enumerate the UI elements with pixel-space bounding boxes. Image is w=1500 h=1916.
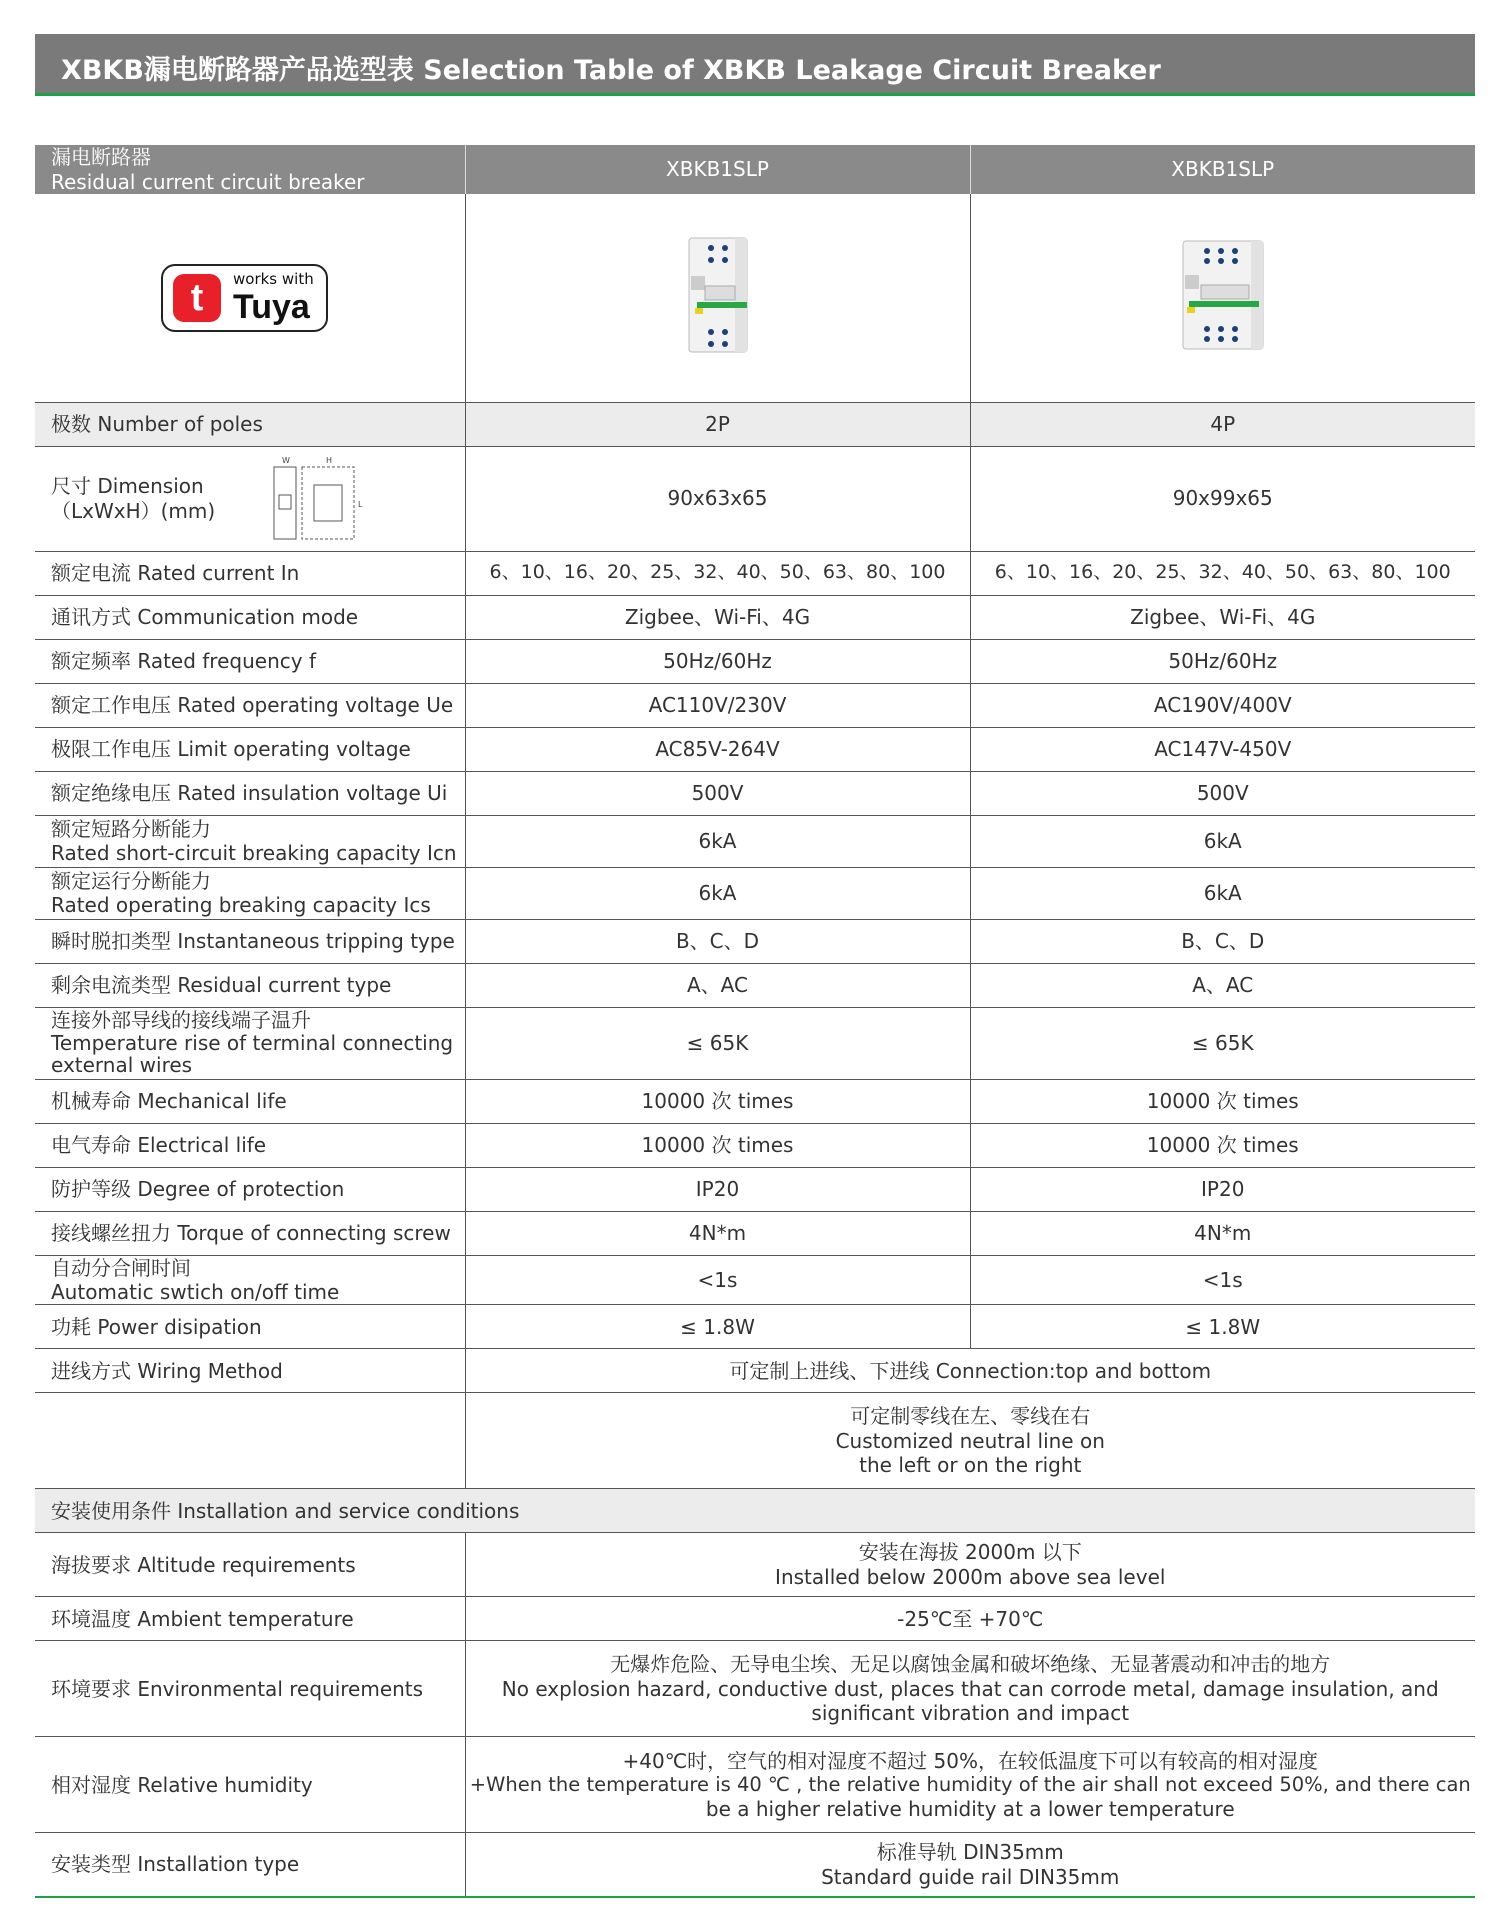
row-value-b: B、C、D: [970, 919, 1475, 963]
dimension-label-en: （LxWxH）(mm): [51, 498, 216, 523]
row-value-a: 90x63x65: [465, 446, 970, 551]
page-title: XBKB漏电断路器产品选型表 Selection Table of XBKB Leakage Circuit Breaker: [61, 55, 1161, 86]
temperature-value: -25℃至 +70℃: [465, 1597, 1475, 1641]
dimension-label-cn: 尺寸 Dimension: [51, 474, 204, 499]
tuya-big-text: Tuya: [233, 287, 310, 326]
row-value-a: 10000 次 times: [465, 1079, 970, 1123]
row-label: [35, 446, 465, 551]
row-label: 进线方式 Wiring Method: [35, 1349, 465, 1393]
row-value-b: 4P: [970, 402, 1475, 446]
row-label: 环境要求 Environmental requirements: [35, 1641, 465, 1737]
row-value-b: 50Hz/60Hz: [970, 639, 1475, 683]
header-model-b: XBKB1SLP: [970, 145, 1475, 194]
table-row: [35, 1211, 1475, 1255]
altitude-value-cn: 安装在海拔 2000m 以下: [858, 1540, 1082, 1565]
image-row: [35, 194, 1475, 402]
row-value-a: AC110V/230V: [465, 683, 970, 727]
table-row: [35, 551, 1475, 595]
row-label-en: Rated short-circuit breaking capacity Icn: [51, 841, 457, 865]
row-value-b: 10000 次 times: [970, 1123, 1475, 1167]
row-label-empty: [35, 1393, 465, 1489]
row-label: 接线螺丝扭力 Torque of connecting screw: [35, 1211, 465, 1255]
row-label-cn: 额定短路分断能力: [51, 816, 211, 841]
section-header-row: [35, 1489, 1475, 1533]
table-header-row: [35, 145, 1475, 194]
dimension-diagram-icon: [266, 455, 376, 543]
row-label-cn: 自动分合闸时间: [51, 1255, 191, 1280]
row-label: 极限工作电压 Limit operating voltage: [35, 727, 465, 771]
row-value-b: AC190V/400V: [970, 683, 1475, 727]
row-value-a: 500V: [465, 771, 970, 815]
row-value-b: Zigbee、Wi-Fi、4G: [970, 595, 1475, 639]
row-label: [35, 1007, 465, 1079]
row-value-a: ≤ 65K: [465, 1007, 970, 1079]
installation-value-en: Standard guide rail DIN35mm: [821, 1864, 1120, 1889]
tuya-small-text: works with: [233, 269, 314, 288]
humidity-value-en: +When the temperature is 40 ℃ , the relative humidity of the air shall not exceed 50%, and there can: [469, 1772, 1471, 1796]
wiring-value: 可定制上进线、下进线 Connection:top and bottom: [465, 1349, 1475, 1393]
row-value-a: 4N*m: [465, 1211, 970, 1255]
row-value-b: ≤ 65K: [970, 1007, 1475, 1079]
row-value-b: A、AC: [970, 963, 1475, 1007]
row-value-a: 6、10、16、20、25、32、40、50、63、80、100: [465, 551, 970, 595]
installation-value-cn: 标准导轨 DIN35mm: [876, 1840, 1064, 1865]
table-row: [35, 1123, 1475, 1167]
table-row: [35, 446, 1475, 551]
neutral-value: [465, 1393, 1475, 1489]
row-value-b: <1s: [970, 1255, 1475, 1305]
selection-table: [35, 145, 1475, 1898]
environment-value: [465, 1641, 1475, 1737]
row-label: [35, 1255, 465, 1305]
humidity-value: [465, 1737, 1475, 1833]
table-row: [35, 1255, 1475, 1305]
table-row: [35, 867, 1475, 919]
row-value-a: 6kA: [465, 867, 970, 919]
dimension-l-label: L: [358, 499, 363, 509]
table-row: [35, 639, 1475, 683]
row-value-a: IP20: [465, 1167, 970, 1211]
row-value-a: 2P: [465, 402, 970, 446]
table-row: [35, 1597, 1475, 1641]
row-value-a: B、C、D: [465, 919, 970, 963]
breaker-2p-image: [683, 236, 753, 354]
neutral-value-cn: 可定制零线在左、零线在右: [850, 1404, 1091, 1429]
table-row: [35, 727, 1475, 771]
row-value-b: ≤ 1.8W: [970, 1305, 1475, 1349]
table-row: [35, 815, 1475, 867]
product-image-cell-a: [465, 194, 970, 402]
row-value-b: 90x99x65: [970, 446, 1475, 551]
dimension-h-label: H: [326, 455, 333, 465]
row-value-a: A、AC: [465, 963, 970, 1007]
row-label: 瞬时脱扣类型 Instantaneous tripping type: [35, 919, 465, 963]
altitude-value: [465, 1533, 1475, 1597]
table-row: [35, 1305, 1475, 1349]
altitude-value-en: Installed below 2000m above sea level: [775, 1564, 1166, 1589]
table-row: [35, 919, 1475, 963]
row-label-cn: 连接外部导线的接线端子温升: [51, 1008, 311, 1033]
row-label: 海拔要求 Altitude requirements: [35, 1533, 465, 1597]
row-label-en: Temperature rise of terminal connecting: [51, 1030, 454, 1055]
row-label: 相对湿度 Relative humidity: [35, 1737, 465, 1833]
row-label: 防护等级 Degree of protection: [35, 1167, 465, 1211]
row-label: 电气寿命 Electrical life: [35, 1123, 465, 1167]
row-label-en: Automatic swtich on/off time: [51, 1279, 340, 1304]
row-label: 环境温度 Ambient temperature: [35, 1597, 465, 1641]
product-image-cell-b: [970, 194, 1475, 402]
row-value-a: Zigbee、Wi-Fi、4G: [465, 595, 970, 639]
row-label: 额定频率 Rated frequency f: [35, 639, 465, 683]
row-value-b: 6kA: [970, 815, 1475, 867]
header-label-cell: [35, 145, 465, 194]
row-value-b: 4N*m: [970, 1211, 1475, 1255]
row-value-b: IP20: [970, 1167, 1475, 1211]
page-title-bar: [35, 34, 1475, 96]
table-row: [35, 1079, 1475, 1123]
header-model-a: XBKB1SLP: [465, 145, 970, 194]
row-value-b: AC147V-450V: [970, 727, 1475, 771]
dimension-w-label: W: [282, 455, 290, 465]
section-header: 安装使用条件 Installation and service conditions: [35, 1489, 1475, 1533]
row-label: 安装类型 Installation type: [35, 1833, 465, 1897]
row-label: [35, 867, 465, 919]
environment-value-cn: 无爆炸危险、无导电尘埃、无足以腐蚀金属和破坏绝缘、无显著震动和冲击的地方: [610, 1652, 1331, 1677]
row-value-b: 10000 次 times: [970, 1079, 1475, 1123]
table-row: [35, 1007, 1475, 1079]
row-label: 机械寿命 Mechanical life: [35, 1079, 465, 1123]
header-label-en: Residual current circuit breaker: [51, 169, 365, 194]
tuya-cell: [35, 194, 465, 402]
row-label: 剩余电流类型 Residual current type: [35, 963, 465, 1007]
table-row: [35, 595, 1475, 639]
table-row: [35, 771, 1475, 815]
row-value-a: ≤ 1.8W: [465, 1305, 970, 1349]
table-row: [35, 683, 1475, 727]
humidity-value-cn: +40℃时，空气的相对湿度不超过 50%，在较低温度下可以有较高的相对湿度: [622, 1748, 1318, 1773]
row-value-a: <1s: [465, 1255, 970, 1305]
tuya-badge: [161, 264, 328, 332]
table-row: [35, 1833, 1475, 1897]
neutral-value-en: the left or on the right: [859, 1452, 1082, 1477]
row-value-a: AC85V-264V: [465, 727, 970, 771]
row-label: 极数 Number of poles: [35, 402, 465, 446]
table-row: [35, 402, 1475, 446]
table-row: [35, 1393, 1475, 1489]
humidity-value-en: be a higher relative humidity at a lower temperature: [705, 1796, 1235, 1821]
row-label: 额定绝缘电压 Rated insulation voltage Ui: [35, 771, 465, 815]
table-row: [35, 963, 1475, 1007]
row-label: 通讯方式 Communication mode: [35, 595, 465, 639]
row-label: 功耗 Power disipation: [35, 1305, 465, 1349]
environment-value-en: significant vibration and impact: [811, 1700, 1130, 1725]
row-label: 额定工作电压 Rated operating voltage Ue: [35, 683, 465, 727]
row-label: [35, 815, 465, 867]
row-label-en: external wires: [51, 1053, 193, 1078]
environment-value-en: No explosion hazard, conductive dust, places that can corrode metal, damage insulation, and: [501, 1676, 1439, 1701]
row-label-cn: 额定运行分断能力: [51, 868, 211, 893]
row-label-en: Rated operating breaking capacity Ics: [51, 893, 431, 917]
tuya-logo-icon: t: [173, 274, 221, 322]
table-row: [35, 1349, 1475, 1393]
table-row: [35, 1167, 1475, 1211]
row-value-a: 10000 次 times: [465, 1123, 970, 1167]
table-row: [35, 1641, 1475, 1737]
table-row: [35, 1533, 1475, 1597]
header-label-cn: 漏电断路器: [51, 145, 151, 170]
row-value-b: 500V: [970, 771, 1475, 815]
neutral-value-en: Customized neutral line on: [835, 1428, 1105, 1453]
row-value-a: 6kA: [465, 815, 970, 867]
row-value-b: 6、10、16、20、25、32、40、50、63、80、100: [970, 551, 1475, 595]
table-row: [35, 1737, 1475, 1833]
installation-value: [465, 1833, 1475, 1897]
row-value-b: 6kA: [970, 867, 1475, 919]
breaker-4p-image: [1179, 239, 1267, 351]
row-value-a: 50Hz/60Hz: [465, 639, 970, 683]
row-label: 额定电流 Rated current In: [35, 551, 465, 595]
